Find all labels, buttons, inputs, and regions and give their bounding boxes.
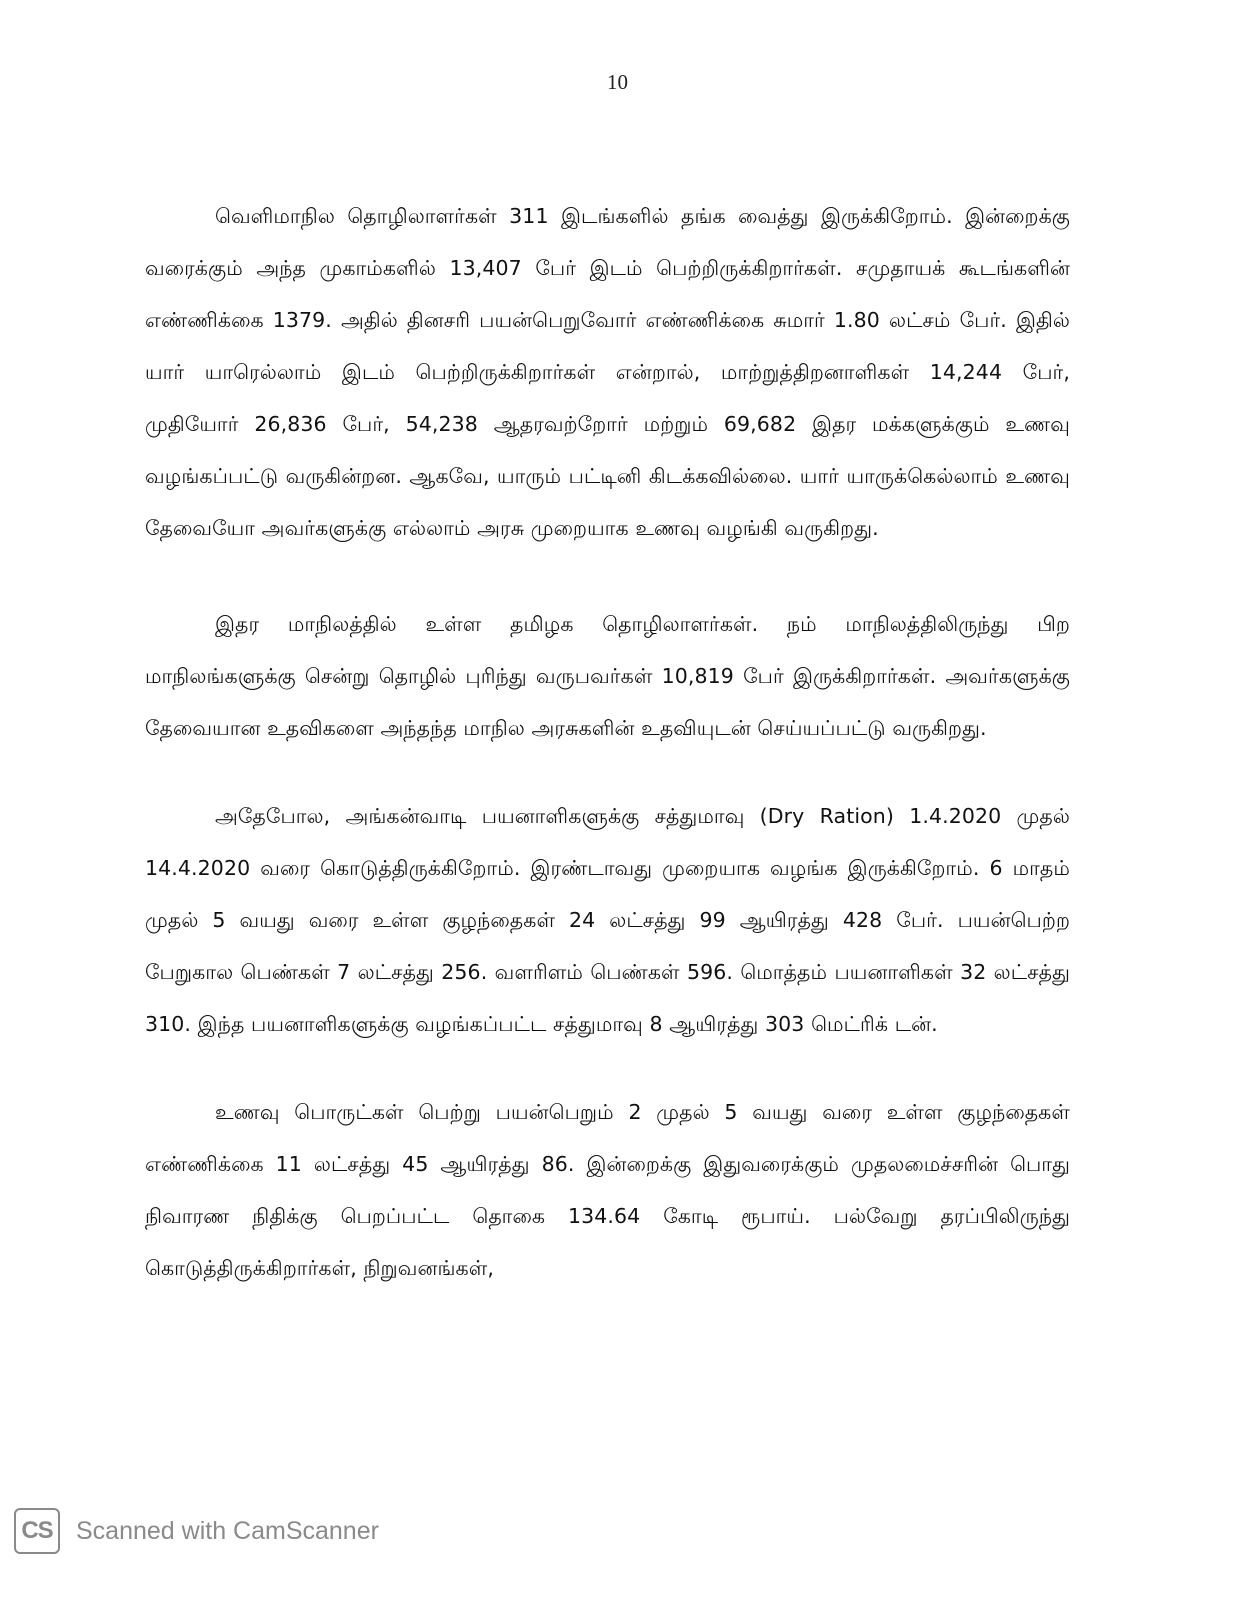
camscanner-label: Scanned with CamScanner: [76, 1516, 379, 1545]
camscanner-watermark: [14, 1508, 379, 1554]
paragraph-food-children-relief-fund: உணவு பொருட்கள் பெற்று பயன்பெறும் 2 முதல் 5 வயது வரை உள்ள குழந்தைகள் எண்ணிக்கை 11 லட்சத்து 45 ஆயிரத்து 86. இன்றைக்கு இதுவரைக்கும் முதலமைச்சரின் பொது நிவாரண நிதிக்கு பெறப்பட்ட தொகை 134.64 கோடி ரூபாய். பல்வேறு தரப்பிலிருந்து கொடுத்திருக்கிறார்கள், நிறுவனங்கள்,: [145, 1100, 1070, 1280]
camscanner-logo-icon: CS: [14, 1508, 60, 1554]
page-number: 10: [607, 70, 628, 94]
paragraph-tamil-workers-other-states: இதர மாநிலத்தில் உள்ள தமிழக தொழிலாளர்கள். நம் மாநிலத்திலிருந்து பிற மாநிலங்களுக்கு சென்று தொழில் புரிந்து வருபவர்கள் 10,819 பேர் இருக்கிறார்கள். அவர்களுக்கு தேவையான உதவிகளை அந்தந்த மாநில அரசுகளின் உதவியுடன் செய்யப்பட்டு வருகிறது.: [145, 612, 1070, 740]
paragraph-anganwadi-dry-ration: அதேபோல, அங்கன்வாடி பயனாளிகளுக்கு சத்துமாவு (Dry Ration) 1.4.2020 முதல் 14.4.2020 வரை கொடுத்திருக்கிறோம். இரண்டாவது முறையாக வழங்க இருக்கிறோம். 6 மாதம் முதல் 5 வயது வரை உள்ள குழந்தைகள் 24 லட்சத்து 99 ஆயிரத்து 428 பேர். பயன்பெற்ற பேறுகால பெண்கள் 7 லட்சத்து 256. வளரிளம் பெண்கள் 596. மொத்தம் பயனாளிகள் 32 லட்சத்து 310. இந்த பயனாளிகளுக்கு வழங்கப்பட்ட சத்துமாவு 8 ஆயிரத்து 303 மெட்ரிக் டன்.: [145, 804, 1070, 1036]
document-body: [145, 190, 1070, 1338]
paragraph-migrant-workers: வெளிமாநில தொழிலாளர்கள் 311 இடங்களில் தங்க வைத்து இருக்கிறோம். இன்றைக்கு வரைக்கும் அந்த முகாம்களில் 13,407 பேர் இடம் பெற்றிருக்கிறார்கள். சமுதாயக் கூடங்களின் எண்ணிக்கை 1379. அதில் தினசரி பயன்பெறுவோர் எண்ணிக்கை சுமார் 1.80 லட்சம் பேர். இதில் யார் யாரெல்லாம் இடம் பெற்றிருக்கிறார்கள் என்றால், மாற்றுத்திறனாளிகள் 14,244 பேர், முதியோர் 26,836 பேர், 54,238 ஆதரவற்றோர் மற்றும் 69,682 இதர மக்களுக்கும் உணவு வழங்கப்பட்டு வருகின்றன. ஆகவே, யாரும் பட்டினி கிடக்கவில்லை. யார் யாருக்கெல்லாம் உணவு தேவையோ அவர்களுக்கு எல்லாம் அரசு முறையாக உணவு வழங்கி வருகிறது.: [145, 204, 1070, 540]
